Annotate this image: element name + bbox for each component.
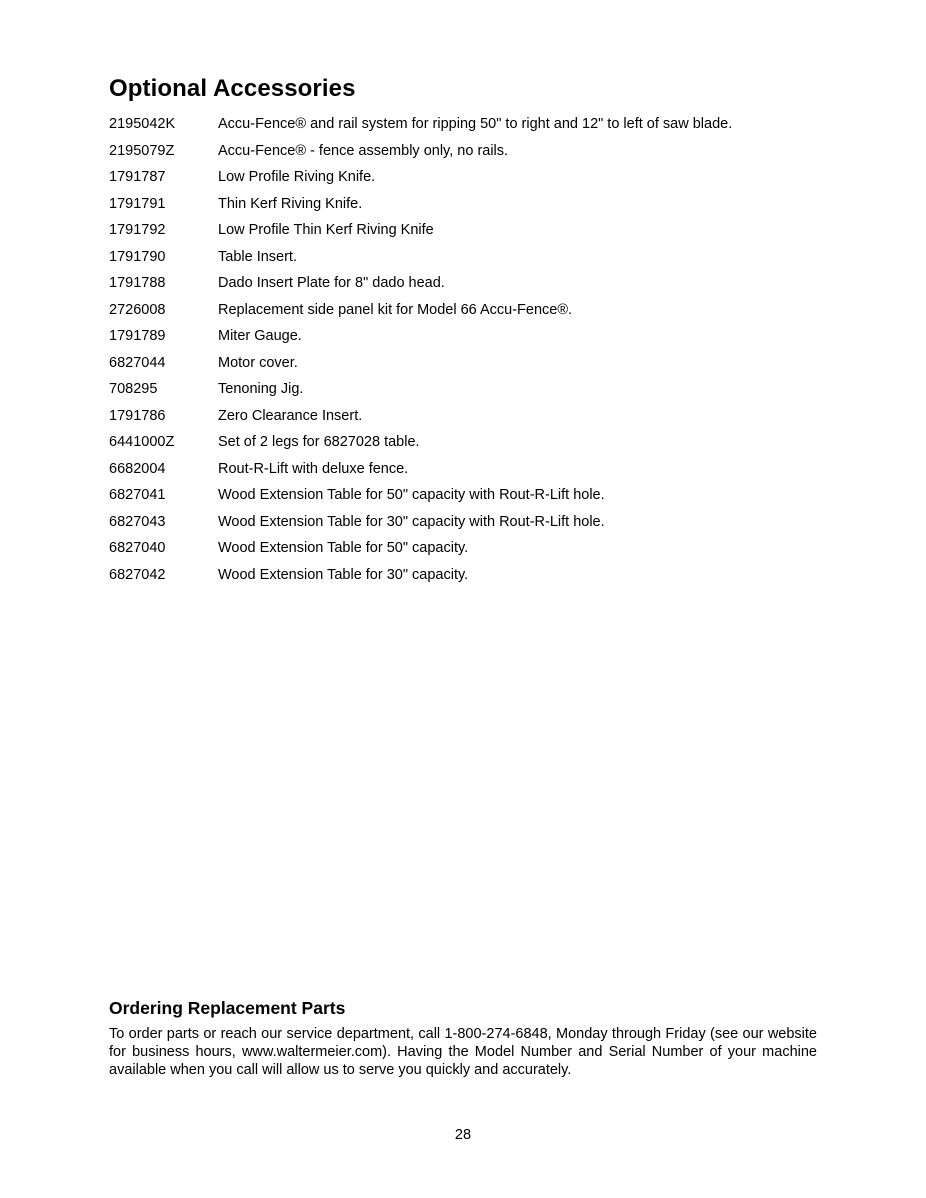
- accessory-row: [109, 353, 849, 380]
- part-description: Replacement side panel kit for Model 66 Accu-Fence®.: [218, 301, 573, 318]
- part-description: Accu-Fence® and rail system for ripping 50" to right and 12" to left of saw blade.: [218, 116, 733, 132]
- ordering-replacement-parts-heading: Ordering Replacement Parts: [109, 998, 346, 1018]
- part-description: Low Profile Riving Knife.: [218, 169, 376, 185]
- part-description: Low Profile Thin Kerf Riving Knife: [218, 222, 434, 238]
- part-description: Miter Gauge.: [218, 328, 302, 344]
- accessory-row: [109, 379, 849, 406]
- part-number: 6827041: [109, 487, 166, 503]
- accessory-row: [109, 459, 849, 486]
- part-number: 6682004: [109, 460, 166, 477]
- accessories-parts-list: [109, 114, 849, 591]
- part-number: 1791791: [109, 195, 166, 212]
- part-number: 1791787: [109, 169, 166, 185]
- part-description: Thin Kerf Riving Knife.: [218, 195, 363, 212]
- part-description: Tenoning Jig.: [218, 381, 304, 397]
- part-description: Rout-R-Lift with deluxe fence.: [218, 460, 409, 477]
- part-number: 2195042K: [109, 116, 176, 132]
- accessory-row: [109, 538, 849, 565]
- part-number: 2195079Z: [109, 142, 175, 159]
- accessory-row: [109, 220, 849, 247]
- part-description: Zero Clearance Insert.: [218, 407, 363, 424]
- part-description: Set of 2 legs for 6827028 table.: [218, 434, 420, 450]
- part-number: 6441000Z: [109, 434, 175, 450]
- part-number: 6827042: [109, 566, 166, 583]
- accessory-row: [109, 194, 849, 221]
- part-description: Motor cover.: [218, 354, 298, 371]
- part-number: 708295: [109, 381, 158, 397]
- accessory-row: [109, 141, 849, 168]
- part-number: 1791790: [109, 248, 166, 265]
- part-description: Wood Extension Table for 30" capacity.: [218, 566, 469, 583]
- part-description: Dado Insert Plate for 8" dado head.: [218, 275, 445, 291]
- accessory-row: [109, 406, 849, 433]
- part-number: 6827040: [109, 540, 166, 556]
- part-description: Wood Extension Table for 50" capacity with Rout-R-Lift hole.: [218, 487, 605, 503]
- part-description: Wood Extension Table for 50" capacity.: [218, 540, 469, 556]
- accessory-row: [109, 326, 849, 353]
- accessory-row: [109, 565, 849, 592]
- part-number: 1791786: [109, 407, 166, 424]
- part-description: Table Insert.: [218, 248, 297, 265]
- accessory-row: [109, 247, 849, 274]
- part-number: 1791788: [109, 275, 166, 291]
- part-number: 1791789: [109, 328, 166, 344]
- part-number: 2726008: [109, 301, 166, 318]
- part-number: 6827044: [109, 354, 166, 371]
- accessory-row: [109, 512, 849, 539]
- accessory-row: [109, 432, 849, 459]
- accessory-row: [109, 273, 849, 300]
- ordering-instructions-paragraph: To order parts or reach our service department, call 1-800-274-6848, Monday through Friday (see our website for business hours, www.waltermeier.com). Having the Model Number and Serial Number of your machine available when you call will allow us to serve you quickly and accurately.: [109, 1026, 817, 1078]
- part-description: Accu-Fence® - fence assembly only, no rails.: [218, 142, 509, 159]
- page-number: 28: [454, 1127, 472, 1143]
- part-number: 1791792: [109, 222, 166, 238]
- part-description: Wood Extension Table for 30" capacity with Rout-R-Lift hole.: [218, 513, 605, 530]
- accessory-row: [109, 114, 849, 141]
- optional-accessories-heading: Optional Accessories: [109, 75, 356, 102]
- accessory-row: [109, 485, 849, 512]
- accessory-row: [109, 167, 849, 194]
- part-number: 6827043: [109, 513, 166, 530]
- accessory-row: [109, 300, 849, 327]
